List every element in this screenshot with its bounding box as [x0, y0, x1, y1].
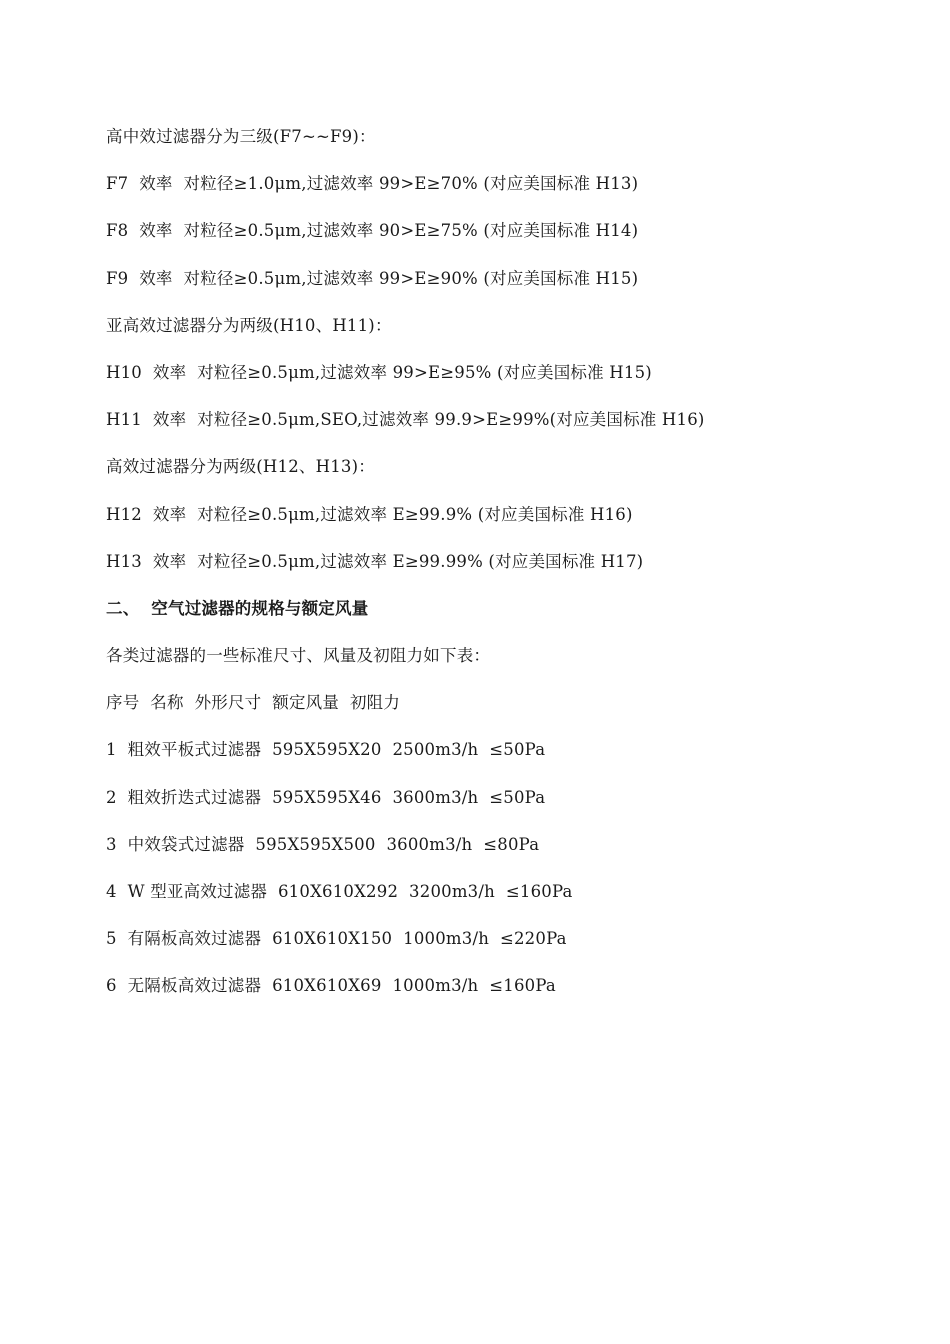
spec-line-f9: F9 效率 对粒径≥0.5μm,过滤效率 99>E≥90% (对应美国标准 H15): [106, 268, 639, 288]
section-heading: 二、 空气过滤器的规格与额定风量: [106, 598, 369, 618]
section-intro-sub-high: 亚高效过滤器分为两级(H10、H11)：: [106, 315, 392, 335]
table-row: 4 W 型亚高效过滤器 610X610X292 3200m3/h ≤160Pa: [106, 882, 573, 901]
table-row: 2 粗效折迭式过滤器 595X595X46 3600m3/h ≤50Pa: [106, 787, 546, 807]
spec-line-h13: H13 效率 对粒径≥0.5μm,过滤效率 E≥99.99% (对应美国标准 H17): [106, 551, 644, 571]
document-body: [106, 122, 906, 1019]
spec-line-h10: H10 效率 对粒径≥0.5μm,过滤效率 99>E≥95% (对应美国标准 H15): [106, 362, 652, 382]
table-header-row: 序号 名称 外形尺寸 额定风量 初阻力: [106, 693, 401, 713]
spec-line-h11: H11 效率 对粒径≥0.5μm,SEO,过滤效率 99.9>E≥99%(对应美国标准 H16): [106, 410, 705, 430]
spec-line-f8: F8 效率 对粒径≥0.5μm,过滤效率 90>E≥75% (对应美国标准 H14): [106, 221, 639, 241]
spec-line-f7: F7 效率 对粒径≥1.0μm,过滤效率 99>E≥70% (对应美国标准 H13): [106, 174, 639, 194]
table-row: 1 粗效平板式过滤器 595X595X20 2500m3/h ≤50Pa: [106, 740, 546, 760]
section-intro-high: 高效过滤器分为两级(H12、H13)：: [106, 457, 375, 477]
spec-line-h12: H12 效率 对粒径≥0.5μm,过滤效率 E≥99.9% (对应美国标准 H16): [106, 504, 633, 524]
table-row: 6 无隔板高效过滤器 610X610X69 1000m3/h ≤160Pa: [106, 976, 556, 996]
table-intro: 各类过滤器的一些标准尺寸、风量及初阻力如下表：: [106, 646, 491, 666]
section-intro-high-medium: 高中效过滤器分为三级(F7~~F9)：: [106, 127, 376, 146]
table-row: 3 中效袋式过滤器 595X595X500 3600m3/h ≤80Pa: [106, 834, 540, 854]
table-row: 5 有隔板高效过滤器 610X610X150 1000m3/h ≤220Pa: [106, 929, 567, 949]
